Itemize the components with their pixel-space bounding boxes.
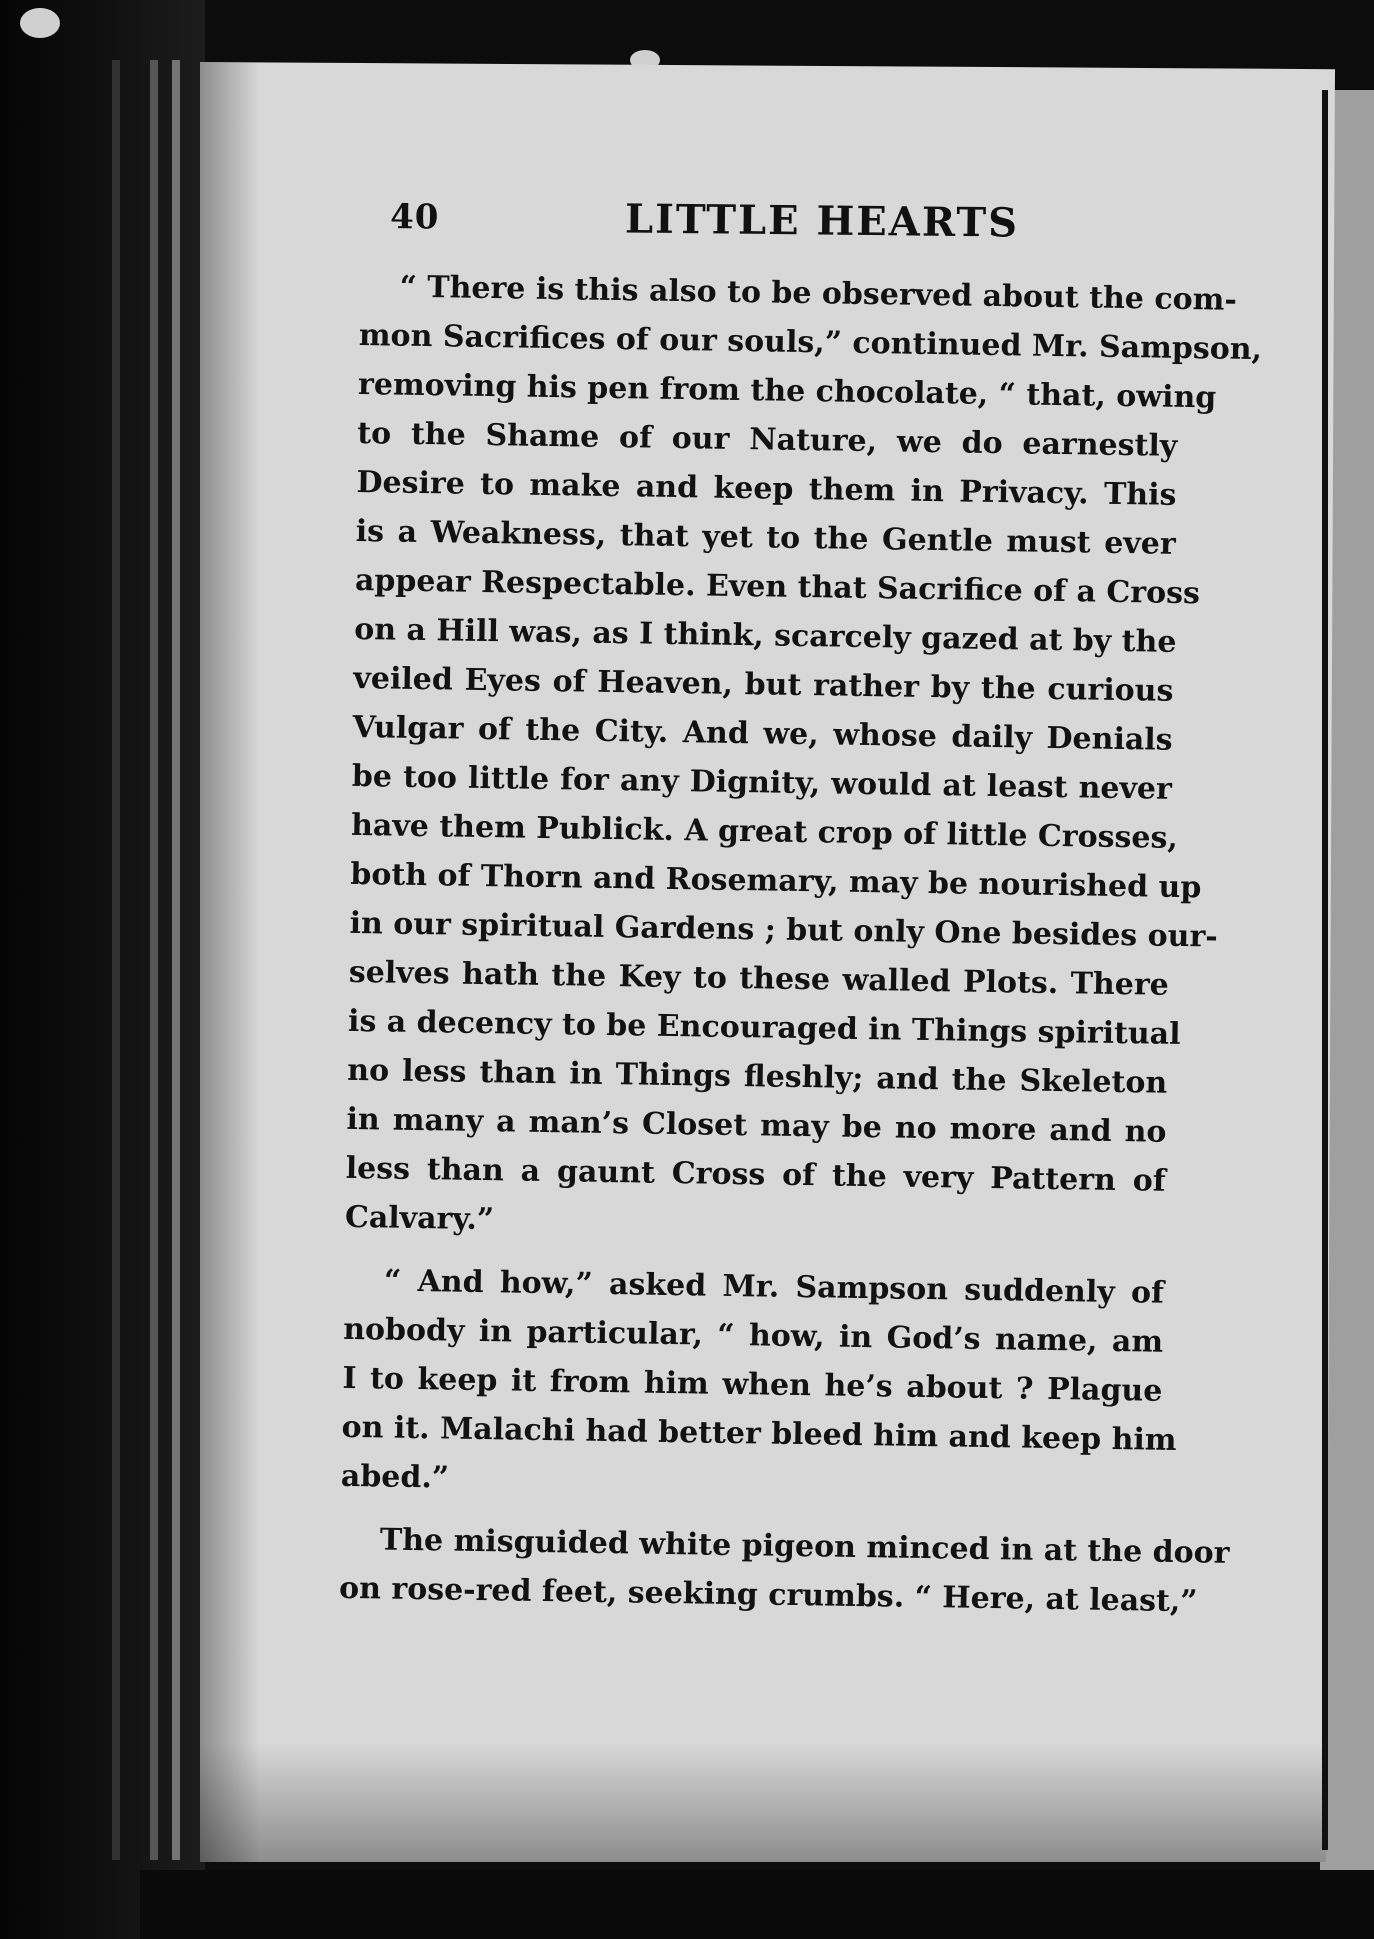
text-line: be too little for any Dignity, would at least never: [351, 758, 1173, 807]
book-spine: [0, 0, 205, 1939]
text-line: Vulgar of the City. And we, whose daily Denials: [352, 709, 1173, 758]
text-line: veiled Eyes of Heaven, but rather by the curious: [353, 660, 1174, 709]
spine-edge-line: [112, 60, 120, 1860]
text-line: both of Thorn and Rosemary, may be nourished up: [350, 856, 1202, 906]
text-line: on rose-red feet, seeking crumbs. “ Here, at least,”: [338, 1570, 1198, 1620]
text-line: to the Shame of our Nature, we do earnestly: [357, 415, 1178, 464]
text-line: nobody in particular, “ how, in God’s name, am: [342, 1311, 1164, 1360]
spine-edge-line: [172, 60, 180, 1860]
text-line: Calvary.”: [344, 1199, 495, 1238]
page-edge-line: [1322, 90, 1328, 1850]
text-line: selves hath the Key to these walled Plots. There: [348, 954, 1170, 1003]
page-gutter-shadow: [200, 62, 260, 1862]
text-line: The misguided white pigeon minced in at the door: [379, 1522, 1230, 1571]
page-header: [390, 193, 1031, 260]
text-line: have them Publick. A great crop of little Crosses,: [350, 807, 1179, 856]
paragraph: [344, 262, 1263, 1255]
text-line: on it. Malachi had better bleed him and keep him: [341, 1409, 1177, 1458]
text-line: “ And how,” asked Mr. Sampson suddenly of: [383, 1263, 1165, 1311]
spine-edge-line: [150, 60, 158, 1860]
body-text: [338, 262, 1263, 1626]
text-line: in our spiritual Gardens ; but only One besides our-: [349, 905, 1218, 955]
text-line: on a Hill was, as I think, scarcely gazed at by the: [353, 611, 1177, 660]
text-line: appear Respectable. Even that Sacrifice of a Cross: [354, 562, 1201, 612]
running-title: LITTLE HEARTS: [624, 195, 1020, 247]
text-line: mon Sacrifices of our souls,” continued Mr. Sampson,: [358, 317, 1263, 368]
scan-bottom-band: [140, 1870, 1374, 1939]
text-line: abed.”: [340, 1458, 450, 1496]
page-number: 40: [389, 197, 440, 238]
text-line: no less than in Things fleshly; and the Skeleton: [347, 1052, 1168, 1101]
text-line: removing his pen from the chocolate, “ that, owing: [357, 366, 1217, 416]
text-line: less than a gaunt Cross of the very Pattern of: [345, 1150, 1166, 1199]
text-line: I to keep it from him when he’s about ? Plague: [342, 1360, 1163, 1409]
paragraph: [338, 1515, 1230, 1626]
text-line: “ There is this also to be observed about the com-: [399, 269, 1238, 318]
page-bottom-shadow: [200, 1742, 1335, 1862]
text-line: in many a man’s Closet may be no more and no: [346, 1101, 1167, 1150]
text-line: Desire to make and keep them in Privacy. This: [356, 464, 1177, 513]
text-line: is a decency to be Encouraged in Things spiritual: [347, 1003, 1181, 1052]
scan-speck: [20, 8, 60, 38]
text-line: is a Weakness, that yet to the Gentle must ever: [355, 513, 1176, 562]
paragraph: [340, 1256, 1177, 1514]
